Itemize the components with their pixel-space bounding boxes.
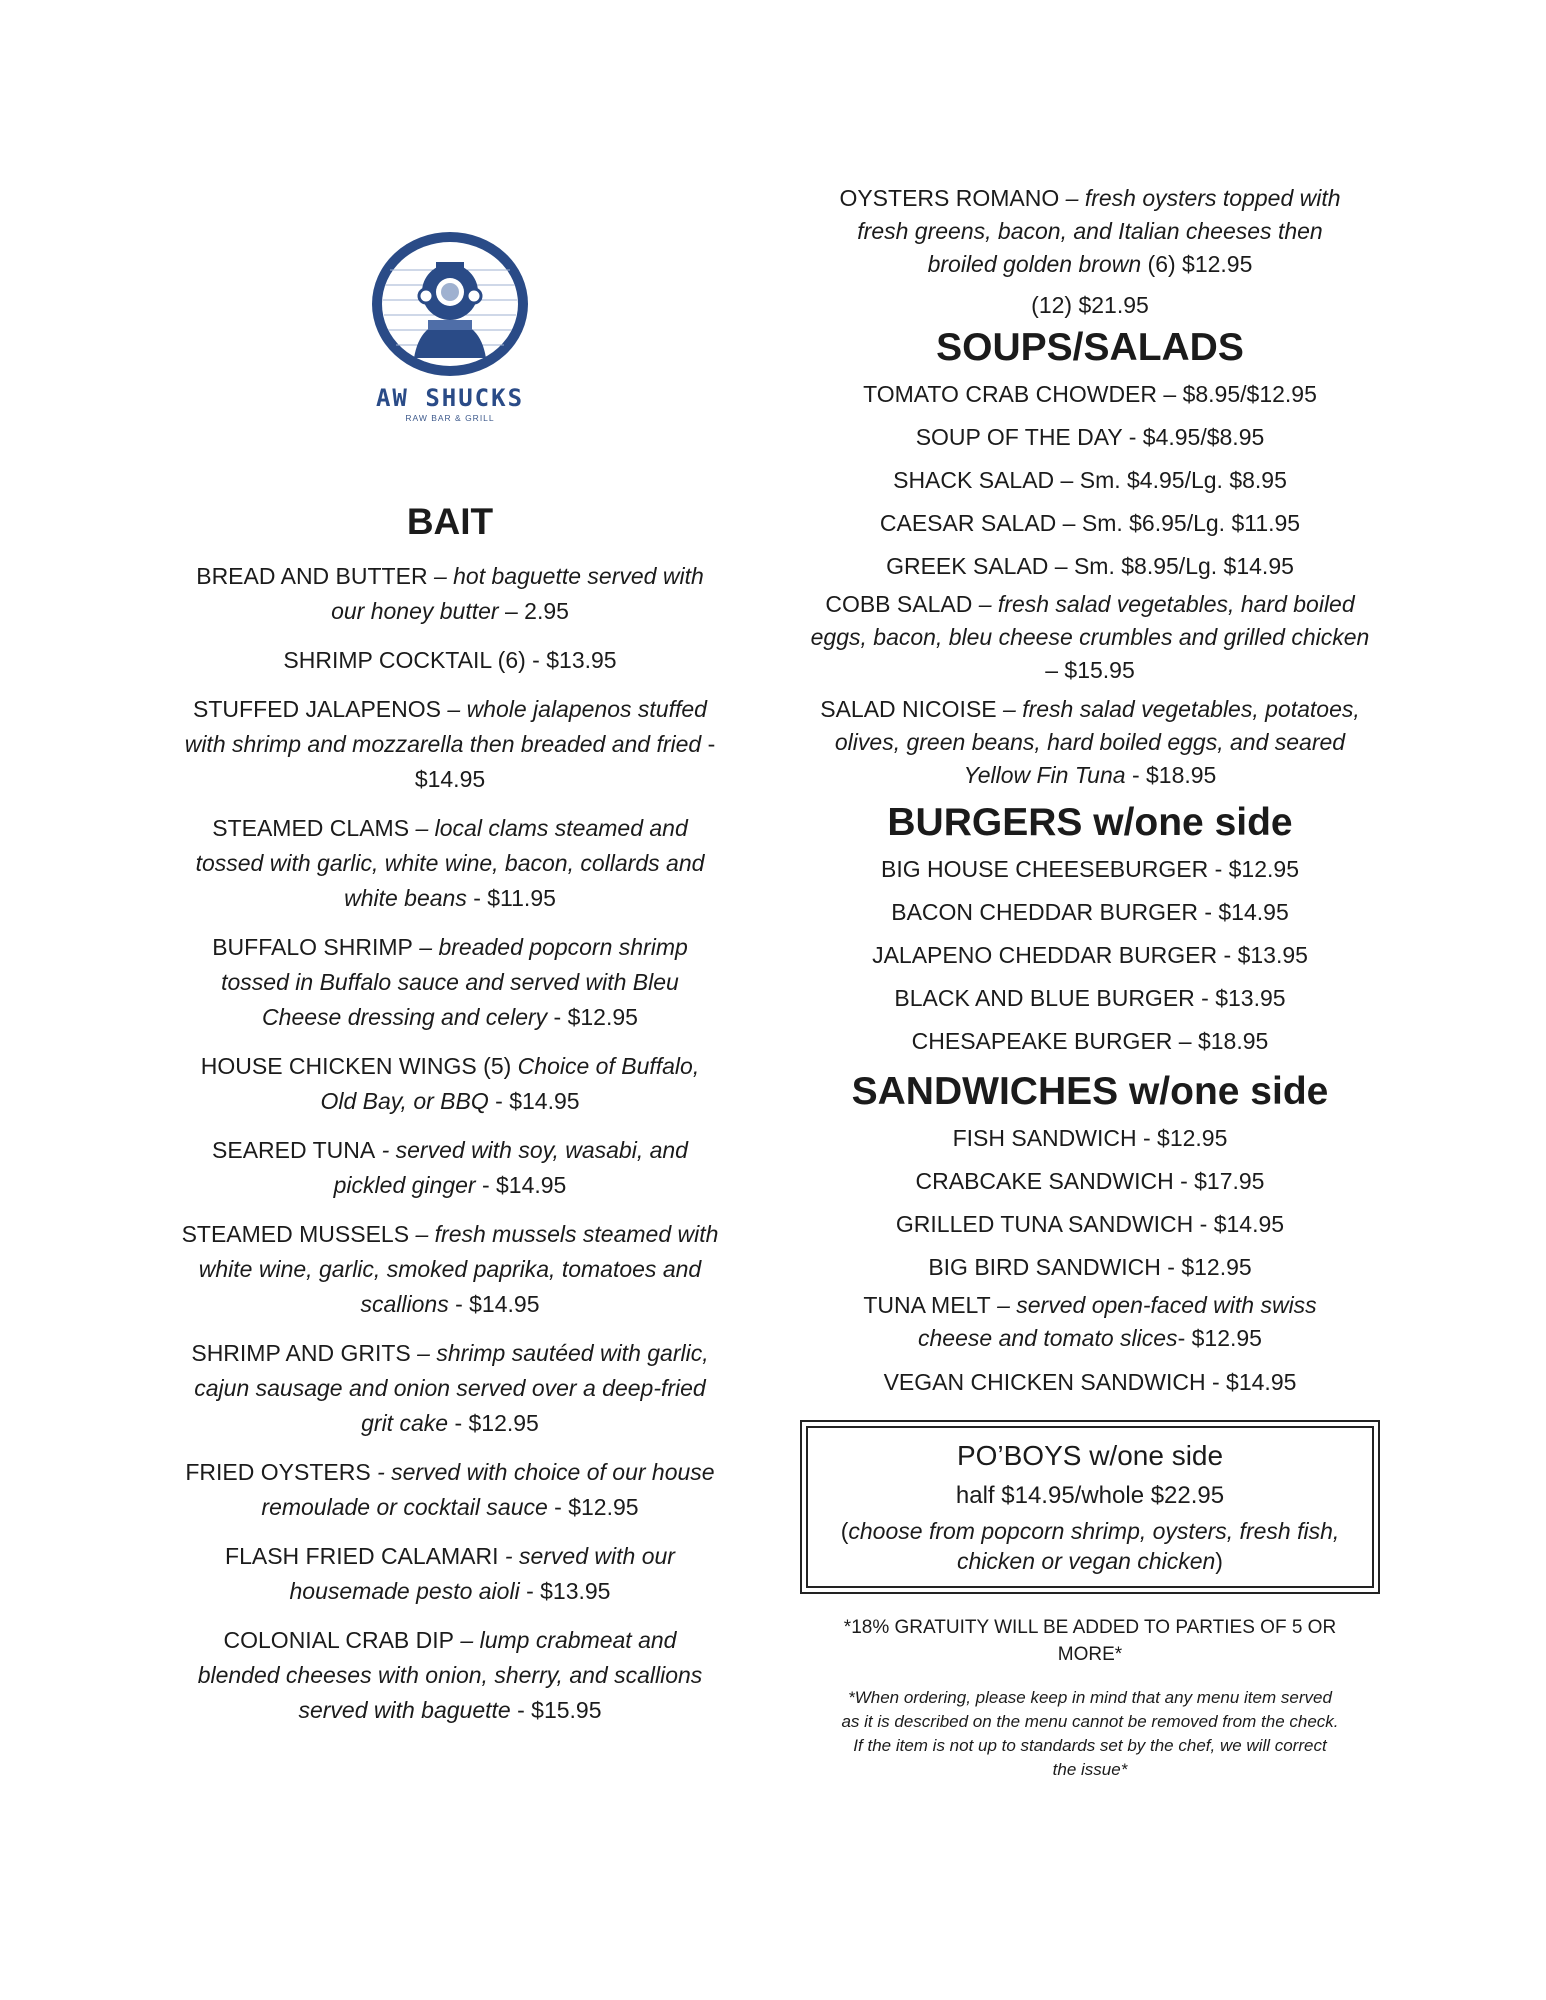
- item-price: - $18.95: [1125, 762, 1217, 788]
- item-description: hot baguette served with our honey butter: [331, 563, 704, 624]
- item-description: local clams steamed and tossed with garlic, white wine, bacon, collards and white beans: [195, 815, 705, 911]
- menu-item: CHESAPEAKE BURGER – $18.95: [911, 1028, 1269, 1054]
- poboys-title: PO’BOYS w/one side: [956, 1440, 1224, 1471]
- left-column: [170, 230, 730, 1742]
- item-sep: –: [454, 1627, 480, 1653]
- menu-item: [170, 1049, 730, 1119]
- item-description: fresh oysters topped with fresh greens, bacon, and Italian cheeses then broiled golden brown: [857, 185, 1341, 277]
- gratuity-note: *18% GRATUITY WILL BE ADDED TO PARTIES OF 5 OR MORE*: [843, 1617, 1337, 1665]
- item-description: breaded popcorn shrimp tossed in Buffalo sauce and served with Bleu Cheese dressing and celery: [221, 934, 688, 1030]
- item-name: TUNA MELT: [863, 1292, 991, 1318]
- menu-item: SOUP OF THE DAY - $4.95/$8.95: [915, 424, 1265, 450]
- poboys-note: [818, 1516, 1362, 1576]
- item-sep: –: [990, 1292, 1017, 1318]
- item-name: BREAD AND BUTTER: [196, 563, 428, 589]
- menu-item: CAESAR SALAD – Sm. $6.95/Lg. $11.95: [879, 510, 1301, 536]
- item-sep: –: [409, 815, 435, 841]
- logo: [365, 230, 535, 423]
- menu-item: [800, 588, 1380, 687]
- menu-item-vegan-chicken: VEGAN CHICKEN SANDWICH - $14.95: [883, 1369, 1297, 1395]
- item-price: - $12.95: [448, 1410, 539, 1436]
- menu-item: GRILLED TUNA SANDWICH - $14.95: [895, 1211, 1285, 1237]
- item-price: - $12.95: [1177, 1325, 1262, 1351]
- item-price: - $14.95: [488, 1088, 580, 1114]
- item-name: HOUSE CHICKEN WINGS (5): [200, 1053, 512, 1079]
- brand-name: AW SHUCKS: [375, 384, 525, 412]
- item-description: shrimp sautéed with garlic, cajun sausage and onion served over a deep-fried grit cake: [194, 1340, 709, 1436]
- menu-item: [170, 692, 730, 797]
- soups-list: [800, 373, 1380, 588]
- menu-item: [170, 1336, 730, 1441]
- brand-tagline: RAW BAR & GRILL: [405, 413, 495, 423]
- item-sep: –: [412, 934, 439, 960]
- item-description: fresh salad vegetables, hard boiled eggs, bacon, bleu cheese crumbles and grilled chicken: [810, 591, 1370, 650]
- bait-list: [170, 559, 730, 1728]
- poboys-note-close: ): [1215, 1548, 1223, 1574]
- menu-item: [170, 1217, 730, 1322]
- poboys-box-inner: [806, 1426, 1374, 1588]
- menu-item: [170, 1539, 730, 1609]
- item-description: fresh mussels steamed with white wine, garlic, smoked paprika, tomatoes and scallions: [198, 1221, 719, 1317]
- item-price: - $14.95: [475, 1172, 567, 1198]
- item-price: - $12.95: [547, 1004, 638, 1030]
- menu-item: [170, 643, 730, 678]
- item-name: COBB SALAD: [825, 591, 973, 617]
- poboys-box: [800, 1420, 1380, 1594]
- item-name: SHRIMP AND GRITS: [191, 1340, 411, 1366]
- item-name: SHRIMP COCKTAIL (6) - $13.95: [283, 647, 617, 673]
- item-name: STEAMED CLAMS: [212, 815, 410, 841]
- item-price: - $15.95: [510, 1697, 602, 1723]
- menu-item: SHACK SALAD – Sm. $4.95/Lg. $8.95: [893, 467, 1287, 493]
- item-price: - $14.95: [448, 1291, 540, 1317]
- section-title-burgers: BURGERS w/one side: [887, 801, 1293, 844]
- menu-item: FISH SANDWICH - $12.95: [952, 1125, 1228, 1151]
- item-name: STUFFED JALAPENOS: [193, 696, 441, 722]
- item-price: (6) $12.95: [1141, 251, 1253, 277]
- item-sep: –: [972, 591, 998, 617]
- item-sep: -: [498, 1543, 519, 1569]
- sandwiches-list: [800, 1117, 1380, 1289]
- item-price: – 2.95: [498, 598, 569, 624]
- section-title-soups: SOUPS/SALADS: [936, 326, 1244, 369]
- item-price: – $15.95: [1045, 657, 1135, 683]
- menu-item-price-large: (12) $21.95: [1031, 292, 1149, 318]
- menu-item-tuna-melt: [800, 1289, 1380, 1355]
- item-sep: –: [409, 1221, 435, 1247]
- item-sep: –: [440, 696, 467, 722]
- item-sep: –: [996, 696, 1023, 722]
- menu-item: TOMATO CRAB CHOWDER – $8.95/$12.95: [863, 381, 1317, 407]
- menu-item-oysters-romano: [800, 182, 1380, 281]
- diver-helmet-icon: [370, 230, 530, 378]
- item-description: served open-faced with swiss cheese and tomato slices: [918, 1292, 1317, 1351]
- menu-item: [170, 1623, 730, 1728]
- menu-item: JALAPENO CHEDDAR BURGER - $13.95: [872, 942, 1308, 968]
- item-description: served with soy, wasabi, and pickled ginger: [333, 1137, 688, 1198]
- poboys-note-text: choose from popcorn shrimp, oysters, fresh fish, chicken or vegan chicken: [848, 1518, 1340, 1574]
- item-price: - $14.95: [414, 731, 716, 792]
- item-description: served with choice of our house remoulade or cocktail sauce: [261, 1459, 715, 1520]
- section-title-bait: BAIT: [406, 501, 494, 542]
- menu-item: [170, 1455, 730, 1525]
- menu-item: BIG HOUSE CHEESEBURGER - $12.95: [881, 856, 1299, 882]
- item-name: FRIED OYSTERS: [185, 1459, 371, 1485]
- menu-item: [170, 1133, 730, 1203]
- item-description: whole jalapenos stuffed with shrimp and mozzarella then breaded and fried: [184, 696, 707, 757]
- item-name: SEARED TUNA: [212, 1137, 376, 1163]
- item-price: - $12.95: [547, 1494, 639, 1520]
- item-name: OYSTERS ROMANO: [839, 185, 1060, 211]
- menu-item: [170, 559, 730, 629]
- item-sep: -: [375, 1137, 396, 1163]
- item-sep: –: [427, 563, 454, 589]
- item-sep: –: [1059, 185, 1085, 211]
- burgers-list: [800, 848, 1380, 1063]
- item-price: - $11.95: [466, 885, 556, 911]
- menu-item: BIG BIRD SANDWICH - $12.95: [928, 1254, 1252, 1280]
- item-name: FLASH FRIED CALAMARI: [225, 1543, 499, 1569]
- item-description: served with our housemade pesto aioli: [289, 1543, 675, 1604]
- item-name: COLONIAL CRAB DIP: [223, 1627, 454, 1653]
- poboys-note-open: (: [840, 1518, 849, 1544]
- item-description: lump crabmeat and blended cheeses with onion, sherry, and scallions served with baguette: [197, 1627, 703, 1723]
- disclaimer-note: *When ordering, please keep in mind that any menu item served as it is described on the menu cannot be removed from the check. If the item is not up to standards set by the chef, we will correct the issue*: [841, 1688, 1339, 1779]
- menu-item: [170, 811, 730, 916]
- poboys-price: half $14.95/whole $22.95: [955, 1482, 1225, 1509]
- item-name: SALAD NICOISE: [820, 696, 997, 722]
- item-description: fresh salad vegetables, potatoes, olives, green beans, hard boiled eggs, and seared Yellow Fin Tuna: [834, 696, 1360, 788]
- menu-item: GREEK SALAD – Sm. $8.95/Lg. $14.95: [886, 553, 1294, 579]
- item-sep: –: [410, 1340, 437, 1366]
- section-title-sandwiches: SANDWICHES w/one side: [851, 1070, 1329, 1113]
- item-name: BUFFALO SHRIMP: [212, 934, 413, 960]
- item-price: - $13.95: [519, 1578, 611, 1604]
- menu-item: BACON CHEDDAR BURGER - $14.95: [891, 899, 1289, 925]
- item-name: STEAMED MUSSELS: [181, 1221, 410, 1247]
- salads-described-list: [800, 588, 1380, 792]
- menu-item: [800, 693, 1380, 792]
- menu-item: CRABCAKE SANDWICH - $17.95: [915, 1168, 1265, 1194]
- item-description: Choice of Buffalo, Old Bay, or BBQ: [320, 1053, 700, 1114]
- right-column: [800, 182, 1380, 1782]
- menu-item: BLACK AND BLUE BURGER - $13.95: [894, 985, 1286, 1011]
- item-sep: -: [370, 1459, 392, 1485]
- menu-item: [170, 930, 730, 1035]
